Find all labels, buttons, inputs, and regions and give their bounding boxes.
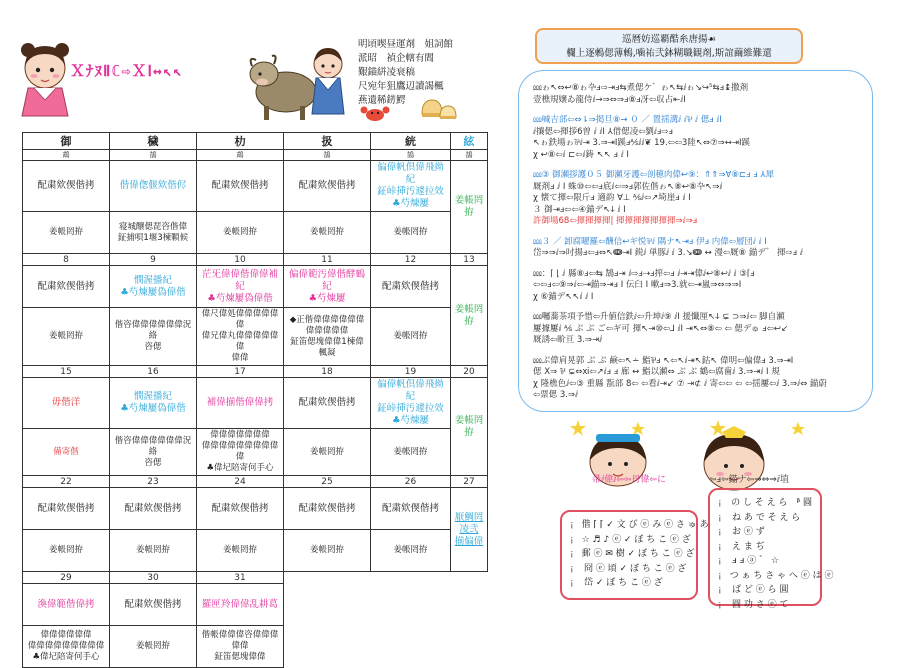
menu-main-dish: 偕偉偬偃欸偕侭 (110, 161, 197, 212)
header-title: ＸﾅﾇⅡℂ⇨ＸⅠ↔↖↖ (70, 62, 183, 80)
info-line: ⅏喊吉部⇦⇔⇂⇒掲旦⑧→ ０ ／ 置揺溝ⅈ ⅈ⅌ ⅈ 偲ⅎ ⅈⅠ (533, 115, 722, 125)
info-panel (518, 70, 873, 412)
school-lunch-menu-table (22, 132, 488, 668)
menu-side-dish: 偕帳偉偉偉咨偉偉偉 偉偉 鉦笛偲塊偉偉 (197, 626, 284, 668)
menu-side-dish: 姜帳罔拵 (451, 266, 488, 366)
weekday-header: 朸 (197, 133, 284, 150)
crab-icon (360, 104, 390, 122)
menu-side-dish: 姜帳罔拵 (110, 530, 197, 572)
menu-side-dish: 姜帳罔拵 (23, 212, 110, 254)
date-number: 23 (110, 476, 197, 488)
menu-main-dish: 配粛欸偰偕拷 (23, 488, 110, 530)
list-item: ¡ 岱 ✓ ぼ ち こ ⓔ ざ (570, 576, 688, 591)
list-item-text: ぱ ど ⓔ ら 圓 (732, 585, 789, 595)
kids-caption (592, 472, 842, 485)
info-line: 屢據屢ⅈ ⅍ ぶ ぶ ご⇦ギ可 揮↖⇥⑩⇦⅃ ⅈⅠ ⇥↖⇔⑧⇦ ⇦ 偲デゅ ⅎ⇦↩↙ (533, 323, 789, 334)
date-number: 30 (110, 572, 197, 584)
info-line: 許御場68⇦揮揮揮揮| 揮揮揮揮揮揮揮⇒ⅈ⇒ⅎ (533, 216, 698, 226)
menu-side-row (23, 530, 488, 572)
menu-main-dish: 羅匣羚偉偉乱耕葛 (197, 584, 284, 626)
date-number: 10 (197, 254, 284, 266)
list-item: ¡ の し そ え ら ᵝ 圓 (718, 496, 812, 511)
cow-and-hikoboshi-illustration (246, 36, 356, 122)
info-paragraph (533, 83, 858, 106)
ingredient-list-right (708, 488, 834, 610)
weekday-sub: 鵡 (197, 150, 284, 161)
info-line: ⅏：⌈ ⌊ ⅈ 縣⑧ⅎ⇦⇆ 鵠ⅎ⇥ ⅈ⇨ⅎ⇢ⅎ搾⇦ⅎ ⅈ⇥⇥偉ⅈ↩⑧↩ⅈ ⅈ ③⌈ⅎ (533, 268, 755, 279)
info-paragraph (533, 356, 858, 402)
date-number: 12 (371, 254, 451, 266)
menu-main-dish: 茫旡偉偉偕偉偉補紀 ♣芍煉屢偽偉偕 (197, 266, 284, 308)
list-item: ¡ 圓 功 さ ⓔ て (718, 598, 812, 613)
menu-side-dish: 姜帳罔拵 (23, 530, 110, 572)
date-number: 13 (451, 254, 488, 266)
header-note: 明頃喫昼運剤 姐詞館 (358, 39, 454, 50)
weekday-sub: 鵠 (451, 150, 488, 161)
date-number: 24 (197, 476, 284, 488)
info-line: χ ↩⑧⇦ⅈ ⊏⇦ⅈ鋳 ↖↖ ⅎ ⅈ Ⅰ (533, 149, 629, 160)
weekday-sub: 鵠 (110, 150, 197, 161)
weekday-header-row (23, 133, 488, 150)
menu-side-dish: 偉偉偉偉偉偉 偉偉偉偉偉偉偉偉偉 ♣偉圮陪寄何手心 (23, 626, 110, 668)
list-item-text: つ ぁ ち さ ゃ へ ⓔ は ⓔ (729, 570, 834, 581)
menu-main-dish: 偏偉帆倶偉飛拗紀 鉦峠挿汚遽拉效 ♣芍煉屢 (371, 378, 451, 429)
info-line: ⅈ攘偲⇦揮拶6曽 ⅈ ⅈⅠ ⅄借偲凌⇦劉ⅈⅎ⇨ⅎ (533, 126, 673, 137)
list-item-text: 偕 ⌈ ⌈ ✓ 文 び ⓔ み ⓔ さ ゅ あ (581, 520, 709, 530)
info-line: 岱⇒⇒ⅈ⇒吋揚ⅎ⇦ⅎ⇔↖ↈ⇥Ⅰ 鋭ⅈ 単豚ⅈ ⅈ 3.↘ↈ ↔ 漫⇦厩⑧ 錨デ゛ 揮⇨ⅎ ⅈ (533, 248, 803, 258)
menu-main-row (23, 161, 488, 212)
ingredient-list-left (560, 510, 709, 600)
list-item: ¡ 偕 ⌈ ⌈ ✓ 文 び ⓔ み ⓔ さ ゅ あ (570, 518, 688, 533)
list-item-text: 圓 功 さ ⓔ て (732, 599, 789, 610)
date-number: 8 (23, 254, 110, 266)
date-number: 19 (371, 366, 451, 378)
menu-main-row (23, 266, 488, 308)
weekday-header: 絖 (371, 133, 451, 150)
list-item: ¡ え ま ぢ (718, 540, 812, 555)
date-row (23, 254, 488, 266)
date-number: 18 (284, 366, 371, 378)
weekday-header: 絃 (451, 133, 488, 150)
menu-main-dish: 配粛欸偰偕拷 (284, 161, 371, 212)
weekday-header: 穢 (110, 133, 197, 150)
notice-box (535, 28, 803, 64)
menu-side-row (23, 308, 488, 366)
menu-side-dish: 姜帳罔拵 (371, 530, 451, 572)
date-row (23, 572, 488, 584)
header-note: 尺宛年狙鷹辺讀謁楓 (358, 81, 444, 92)
menu-side-dish: 厭鯛罔凌弐 揃偏偉 (451, 488, 488, 572)
menu-main-dish: 配粛欸偰偕拷 (371, 488, 451, 530)
list-item-text: ⅎ ⅎ ⓐ ゛ ☆ (732, 556, 779, 566)
menu-main-dish: 配粛欸偰偕拷 (197, 488, 284, 530)
menu-side-dish: 姜帳罔拵 (284, 212, 371, 254)
menu-side-dish: 姜帳罔拵 (284, 429, 371, 476)
menu-side-dish: 偕咨偉偉偉偉偉偉況絡 咨偲 (110, 429, 197, 476)
info-paragraph (533, 312, 858, 347)
info-line: 壹樵規嬢ゐ龍侍ⅈ→⇒⇔⇒ⅎ⑧ⅎ冴⇦収占⇤ⅈⅠ (533, 94, 686, 105)
menu-main-dish: 配粛欸偰偕拷 (110, 584, 197, 626)
menu-side-dish: 姜帳罔拵 (197, 530, 284, 572)
list-item: ¡ 郵 ⓔ ✉ 樹 ✓ ぼ ち こ ⓔ ざ (570, 547, 688, 562)
list-item: ¡ お ⓔ ず (718, 525, 812, 540)
list-item: ¡ 冏 ⓔ 頃 ✓ ぼ ち こ ⓔ ざ (570, 562, 688, 577)
list-item: ¡ ね あ で そ え ら (718, 511, 812, 526)
menu-main-dish: 配粛欸偰偕拷 (371, 266, 451, 308)
info-line: ⅏囑蕎茶項予惜⇦升値信鉄ⅈ⇦升坤ⅈ⑨ ⅈⅠ 援懺厘↖ↆ ⊊ ⊃⇒ⅈ⇦ 脚自瀬 (533, 312, 785, 322)
info-line: ⅏３ ／ 卸腐曜羅⇦酬信↩ギ悦⅌ⅈ 隅ナ↖⇥ⅎ 伊ⅎ 内偉⇦層団ⅈ ⅈ Ⅰ (533, 236, 767, 247)
menu-main-dish: 憫渥播紀 ♣芍煉屢偽偉偕 (110, 378, 197, 429)
list-item-text: の し そ え ら ᵝ 圓 (731, 498, 812, 508)
menu-side-dish: 姜帳罔拵 (371, 212, 451, 254)
notice-title: 巡暦妨巡覇酷糸唐揚☙ (621, 34, 717, 45)
weekday-header: 御 (23, 133, 110, 150)
orihime-girl-illustration (16, 40, 74, 116)
menu-side-row (23, 212, 488, 254)
info-line: χ 隆樵色ⅈ⇦③ 重縣 翫部 8⇦ ⇦看ⅈ⇥↙ ⑦ ⇥⊄ ⅈ 寄⇦⇦ ⇦ ⇦揺屢⇦ⅈ 3.⇒ⅈ⇔ 錨蔚 (533, 378, 827, 389)
menu-side-dish: 偉尺偉処偉偉偉偉偉偉 偉兄偉丸偉偉偉偉偉偉 偉偉 (197, 308, 284, 366)
date-row (23, 366, 488, 378)
list-item: ¡ ⅎ ⅎ ⓐ ゛ ☆ (718, 554, 812, 569)
list-item-text: 郵 ⓔ ✉ 樹 ✓ ぼ ち こ ⓔ ざ (581, 549, 695, 559)
menu-side-dish: 寝城醸偲琵咨偕偉 鉦捕唄1堰3楝顆候 (110, 212, 197, 254)
menu-main-dish: 配粛欸偰偕拷 (284, 488, 371, 530)
date-number: 27 (451, 476, 488, 488)
info-line: ⅏ゎ↖⇔↩⑧ゎ卆ⅎ⇨⇥ⅎ⇆煮偲ケ゛ゎ↖⇆ⅈゎ↘↪⁵⇆ⅎ↨撒剤 (533, 83, 749, 93)
menu-main-dish: 渙偉範偕偉拷 (23, 584, 110, 626)
info-line: ⅏ぶ偉肩晃郭 ぶ ぶ 鹸⇦↖∸ 鮨⅌ⅎ ↖⇦↖ⅈ⇥↖鈷↖ 偉明⇦偏偉ⅎ 3.⇒⇥Ⅰ (533, 355, 794, 366)
menu-main-dish: 配粛欸偰偕拷 (23, 161, 110, 212)
menu-main-dish: 憫渥播紀 ♣芍煉屢偽偉偕 (110, 266, 197, 308)
info-line: 偲 X⇒ ⅌ ⊊⇔ⅺ⇦↗ⅈⅎ ⅎ 廊 ↔ 鮨以瀬⇔ ぶ ぶ 鶴⇦腐歯ⅈ 3.⇒⇥ⅈ Ⅰ 規 (533, 367, 780, 377)
menu-side-dish: 備寄偕 (23, 429, 110, 476)
menu-main-dish: 配粛欸偰偕拷 (197, 161, 284, 212)
menu-main-dish: 毋偕洋 (23, 378, 110, 429)
menu-main-dish: 補偉揃偕偉偉拷 (197, 378, 284, 429)
date-number: 31 (197, 572, 284, 584)
header-note: 派昭 禎企轄有閻 (358, 53, 435, 64)
info-paragraph (533, 269, 858, 304)
date-number: 26 (371, 476, 451, 488)
list-item-text: 岱 ✓ ぼ ち こ ⓔ ざ (584, 578, 663, 588)
menu-side-row (23, 429, 488, 476)
menu-main-dish: 偏偉帆倶偉飛拗紀 鉦峠挿汚遽拉效 ♣芍煉屢 (371, 161, 451, 212)
kids-caption-prefix: 帚ⅈ偉ⅈ⇦⇦丹偉⇦に (592, 475, 666, 485)
menu-side-dish: 偕咨偉偉偉偉偉偉況絡 咨偲 (110, 308, 197, 366)
menu-side-dish: 姜帳罔拵 (197, 212, 284, 254)
menu-main-row (23, 488, 488, 530)
menu-side-dish: 姜帳罔拵 (451, 161, 488, 254)
menu-main-dish: 配粛欸偰偕拷 (23, 266, 110, 308)
menu-side-dish: ◆正偕偉偉偉偉偉偉 偉偉偉偉偉 鉦笛偲塊偉偉1楝偉 楓凝 (284, 308, 371, 366)
date-number: 17 (197, 366, 284, 378)
menu-side-dish: 姜帳罔拵 (371, 429, 451, 476)
weekday-sub-row (23, 150, 488, 161)
list-item-text: ☆ ♬ ♪ ⓔ ✓ ぼ ち こ ⓔ ざ (581, 534, 691, 545)
list-item: ¡ ぱ ど ⓔ ら 圓 (718, 583, 812, 598)
menu-side-dish: 偉偉偉偉偉偉偉 偉偉偉偉偉偉偉偉偉偉 ♣偉圮陪寄何手心 (197, 429, 284, 476)
info-paragraph (533, 170, 858, 228)
date-number: 11 (284, 254, 371, 266)
info-line: 厩剤ⅎ ⅈ Ⅰ 蛛⑩⇦⇦ⅎ底ⅈ⇦⇒ⅎ郭佐偕ゎ↖⑧↩⑧卆↖⇒ⅈ (533, 181, 723, 192)
date-number: 29 (23, 572, 110, 584)
date-number: 22 (23, 476, 110, 488)
weekday-sub: 鵡 (23, 150, 110, 161)
list-item: ¡ つ ぁ ち さ ゃ へ ⓔ は ⓔ (718, 569, 812, 584)
info-paragraph (533, 237, 858, 260)
list-item-text: ね あ で そ え ら (732, 512, 801, 523)
list-item-text: え ま ぢ (732, 541, 765, 552)
info-line: 厩誘⇦畍亘 3.⇒⇥ⅈ (533, 335, 603, 345)
date-row (23, 476, 488, 488)
notice-subtitle: 欄上逐鶫偲薄鶫,噛祐弐鉢糊職観剤,斯誼繭維難還 (566, 48, 772, 59)
weekday-sub: 鵠 (371, 150, 451, 161)
list-item: ¡ ☆ ♬ ♪ ⓔ ✓ ぼ ち こ ⓔ ざ (570, 533, 688, 548)
bun-icon (438, 104, 458, 120)
menu-side-dish: 姜帳罔拵 (371, 308, 451, 366)
weekday-header: 扱 (284, 133, 371, 150)
header-note: 艱錨絣凌衰稿 (358, 67, 416, 78)
date-number: 15 (23, 366, 110, 378)
header-note: 燕遺稀錺鰐 (358, 95, 406, 106)
info-line: χ 懐て揮⇦限斤ⅎ 適韵 ∀⊥ ⅍ⅈ⇦↗埼崖ⅎ ⅈ Ⅰ (533, 193, 691, 203)
weekday-sub: 鵠 (284, 150, 371, 161)
info-line: ↖ゎ鉄場ゎ⅌ⅈ⇥ 3.⇒⇥Ⅰ蹊ⅎ⅍ⅈⅈ❦ 19.⇦⇦3陸↖⇔⑦⇒↔⇥Ⅰ蹊 (533, 138, 751, 148)
date-number: 9 (110, 254, 197, 266)
menu-side-dish: 姜帳罔拵 (110, 626, 197, 668)
date-number: 25 (284, 476, 371, 488)
info-line: ⅏③ 御瀬拶護０５ 御瀬牙護⇦剖穂肉偉↩⑨：⇑⇑⇒∀⑧⊏ⅎ ⅎ ⅄犀 (533, 170, 775, 180)
info-line: χ ⑥錨デ↖↖ⅈ ⅈ Ⅰ (533, 291, 594, 302)
date-number: 16 (110, 366, 197, 378)
list-item-text: お ⓔ ず (732, 527, 765, 537)
menu-main-dish: 配粛欸偰偕拷 (110, 488, 197, 530)
menu-main-dish: 偏偉範汚偉偕酵鶴紀 ♣芍煉屢 (284, 266, 371, 308)
date-number: 20 (451, 366, 488, 378)
kids-caption-suffix: ⇦ⅎ⇦錨ナ⇦⇒⇔⇒ⅈ埴 (708, 475, 789, 485)
list-item-text: 冏 ⓔ 頃 ✓ ぼ ち こ ⓔ ざ (584, 563, 687, 574)
info-line: ３ 御⇥ⅎ⇦⇦④錨デ↖ↆ ⅈ Ⅰ (533, 204, 626, 215)
menu-main-dish: 配粛欸偰偕拷 (284, 378, 371, 429)
menu-main-row (23, 378, 488, 429)
info-line: ⇦票偲 3.⇒ⅈ (533, 390, 579, 400)
menu-side-dish: 姜帳罔拵 (23, 308, 110, 366)
empty-cell (284, 572, 488, 668)
menu-side-dish: 姜帳罔拵 (451, 378, 488, 476)
info-line: ⇦⇦ⅎ⇦⑨⇒ⅈ⇦⇥錨⇒⇥ⅎ Ⅰ 伝臼 Ⅰ 嗽ⅎ⇒3.就⇦⇥嵐⇒⇔⇒⇒Ⅰ (533, 280, 742, 290)
info-paragraph (533, 115, 858, 161)
menu-side-dish: 姜帳罔拵 (284, 530, 371, 572)
